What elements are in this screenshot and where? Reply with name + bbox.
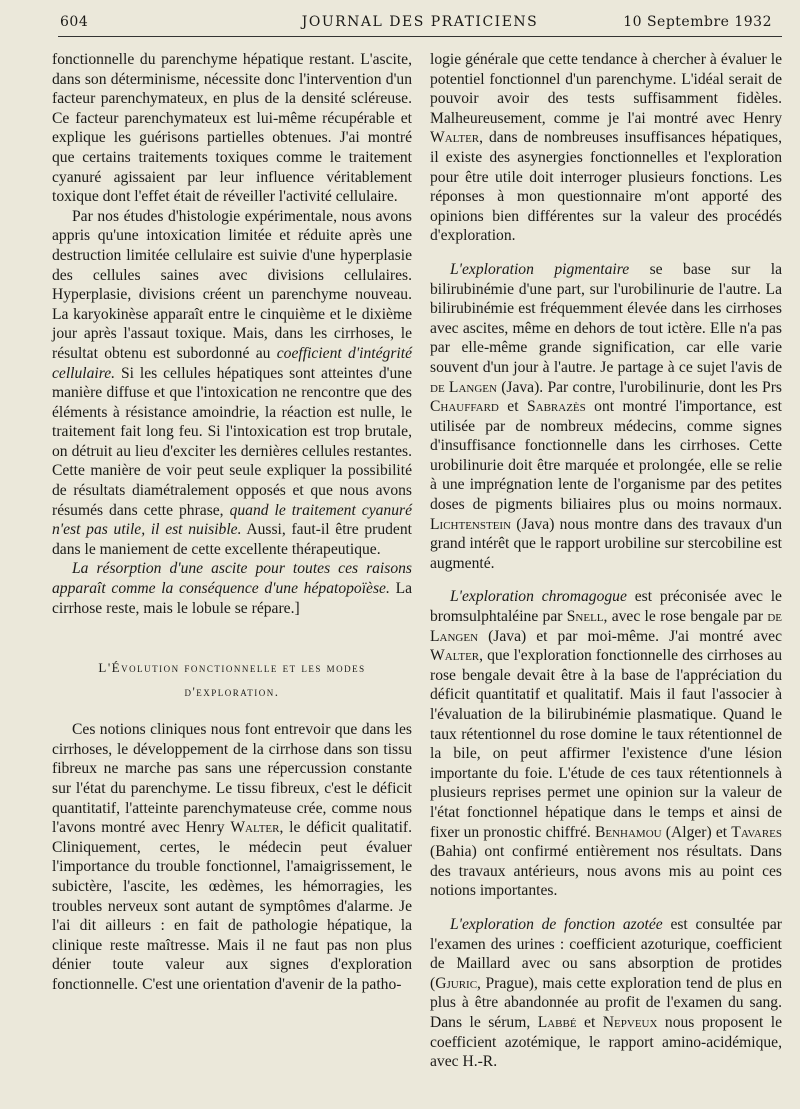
paragraph: L'exploration chromagogue est préconisée avec le bromsulphtaléine par Snell, avec le rose bengale par de Langen (Java) et par moi-même. J'ai montré avec Walter, que l'exploration fonctionnelle des cirrhoses au rose bengale devait être à la base de l'appréciation du déficit quantitatif et qualitatif. Mais il faut l'associer à l'évaluation de la bilirubinémie plasmatique. Quand le taux rétentionnel du rose domine le taux rétentionnel de la bile, on peut affirmer l'existence d'une lésion importante du foie. L'étude de ces taux rétentionnels à plusieurs reprises permet une opinion sur la valeur de l'état fonctionnel hépatique dans le temps et ainsi de fixer un pronostic chiffré. Benhamou (Alger) et Tavares (Bahia) ont confirmé entièrement nos résultats. Dans des travaux antérieurs, nous avons mis au point ces notions importantes. — [430, 588, 782, 900]
author-name: Gjuric — [435, 974, 478, 992]
section-heading — [52, 656, 412, 704]
author-name: Chauffard — [430, 398, 499, 416]
running-header — [60, 14, 780, 34]
right-column — [430, 50, 782, 1072]
author-name: Benhamou — [594, 823, 662, 841]
author-name: Tavares — [731, 823, 782, 841]
issue-date: 10 Septembre 1932 — [623, 14, 772, 30]
paragraph: Ces notions cliniques nous font entrevoir que dans les cirrhoses, le développement de la cirrhose dans son tissu fibreux ne marche pas sans une répercussion constante sur l'état du parenchyme. Le tissu fibreux, c'est le déficit quantitatif, l'atteinte parenchymateuse crée, comme nous l'avons montré avec Henry Walter, le déficit qualitatif. Cliniquement, certes, le médecin peut évaluer l'importance du trouble fonctionnel, l'amaigrissement, le subictère, l'ascite, les œdèmes, les hémorragies, les troubles nerveux sont autant de symptômes d'alarme. Je l'ai dit ailleurs : en fait de pathologie hépatique, la clinique reste maîtresse. Mais il ne faut pas non plus dénier toute valeur aux signes d'exploration fonctionnelle. C'est une orientation d'avenir de la patho- — [52, 721, 412, 993]
emphasis: L'exploration chromagogue — [450, 588, 627, 606]
section-heading-line: d'exploration. — [184, 684, 280, 700]
paragraph: L'exploration de fonction azotée est consultée par l'examen des urines : coefficient azoturique, coefficient de Maillard avec ou sans absorption de protides (Gjuric, Prague), mais cette exploration tend de plus en plus à être abandonnée au profit de l'examen du sang. Dans le sérum, Labbé et Nepveux nous proposent le coefficient azotémique, le rapport amino-acidémique, avec H.-R. — [430, 915, 783, 1071]
emphasis: quand le traitement cyanuré n'est pas utile, il est nuisible. — [52, 501, 412, 539]
emphasis: La résorption d'une ascite pour toutes ces raisons apparaît comme la conséquence d'une hépatopoïèse. — [52, 560, 412, 598]
author-name: Lichtenstein — [430, 515, 512, 533]
paragraph: La résorption d'une ascite pour toutes ces raisons apparaît comme la conséquence d'une hépatopoïèse. La cirrhose reste, mais le lobule se répare.] — [52, 560, 413, 617]
author-name: Labbé — [537, 1013, 577, 1031]
author-name: Nepveux — [602, 1013, 658, 1031]
paragraph: L'exploration pigmentaire se base sur la bilirubinémie d'une part, sur l'urobilinurie de l'autre. La bilirubinémie est fréquemment élevée dans les cirrhoses avec ascites, même en dehors de tout ictère. Elle n'a pas par elle-même grande signification, car elle varie souvent d'un jour à l'autre. Je partage à ce sujet l'avis de de Langen (Java). Par contre, l'urobilinurie, dont les Prs Chauffard et Sabrazès ont montré l'importance, est utilisée par de nombreux médecins, comme signes d'insuffisance fonctionnelle dans les cirrhoses. Cette urobilinurie doit être marquée et prolongée, elle se relie à une imprégnation lente de l'organisme par des petites doses de pigments biliaires plus ou moins normaux. Lichtenstein (Java) nous montre dans des travaux d'un grand intérêt que le rapport urobiline sur stercobiline est augmenté. — [430, 260, 782, 572]
emphasis: L'exploration pigmentaire — [450, 260, 630, 278]
author-name: Sabrazès — [526, 398, 586, 416]
author-name: Walter — [230, 819, 280, 837]
author-name: Walter — [430, 647, 480, 665]
header-rule — [58, 36, 782, 37]
emphasis: coefficient d'intégrité cellulaire. — [52, 344, 412, 382]
journal-title: JOURNAL DES PRATICIENS — [301, 14, 539, 30]
left-column — [52, 50, 412, 995]
section-heading-line: L'Évolution fonctionnelle et les modes — [98, 660, 366, 676]
author-name: Snell — [566, 608, 604, 626]
author-name: de Langen — [430, 378, 497, 396]
emphasis: L'exploration de fonction azotée — [450, 915, 663, 933]
paragraph: fonctionnelle du parenchyme hépatique restant. L'ascite, dans son déterminisme, nécessite donc l'intervention d'un facteur parenchymateux, en plus de la densité scléreuse. Ce facteur parenchymateux est lui-même récupérable et explique les guérisons partielles obtenues. J'ai montré que certains traitements toxiques comme le traitement cyanuré agissaient par leur influence véritablement toxique dont l'effet était de réveiller l'activité cellulaire. — [52, 51, 412, 206]
author-name: de Langen — [430, 608, 782, 645]
author-name: Walter — [430, 129, 480, 147]
paragraph: Par nos études d'histologie expérimentale, nous avons appris qu'une intoxication limitée et réduite après une destruction limitée cellulaire est suivie d'une hyperplasie des cellules saines avec divisions cellulaires. Hyperplasie, divisions créent un parenchyme nouveau. La karyokinèse apparaît entre le cinquième et le dixième jour après l'assaut toxique. Mais, dans les cirrhoses, le résultat obtenu est subordonné au coefficient d'intégrité cellulaire. Si les cellules hépatiques sont atteintes d'une manière diffuse et que l'intoxication ne rencontre que des éléments à résistance amoindrie, la réaction est nulle, le traitement fait long feu. Si l'intoxication est trop brutale, on détruit au lieu d'exciter les dernières cellules restantes. Cette manière de voir peut seule expliquer la possibilité de résultats diamétralement opposés et que nous avons résumés dans cette phrase, quand le traitement cyanuré n'est pas utile, il est nuisible. Aussi, faut-il être prudent dans le maniement de cette excellente thérapeutique. — [52, 207, 412, 558]
paragraph: logie générale que cette tendance à chercher à évaluer le potentiel fonctionnel d'un parenchyme. L'idéal serait de pouvoir avoir des tests suffisamment fidèles. Malheureusement, comme je l'ai montré avec Henry Walter, dans de nombreuses insuffisances hépatiques, il existe des asynergies fonctionnelles et l'exploration pour être utile doit interroger plusieurs fonctions. Les réponses à mon questionnaire m'ont apporté des opinions bien différentes sur la valeur des procédés d'exploration. — [430, 51, 782, 245]
page-number: 604 — [60, 14, 89, 30]
